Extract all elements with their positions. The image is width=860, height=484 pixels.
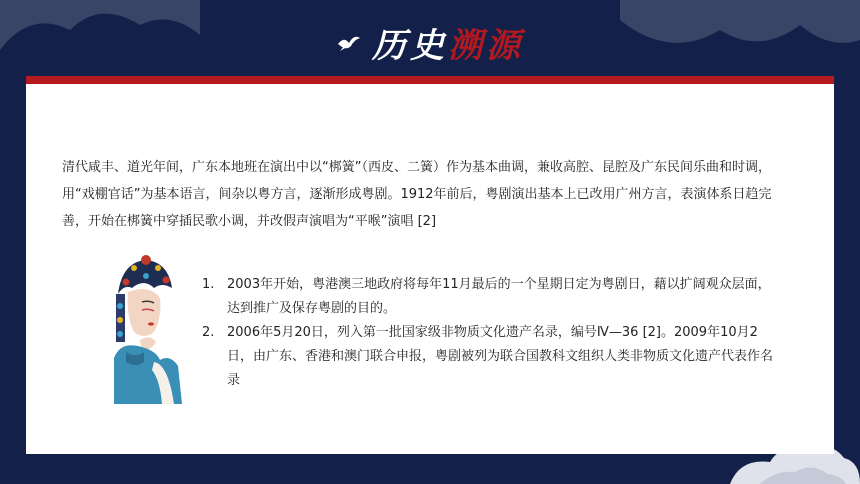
list-item-text: 2006年5月20日，列入第一批国家级非物质文化遗产名录，编号Ⅳ—36 [2]。2009年10月2日，由广东、香港和澳门联合申报，粤剧被列为联合国教科文组织人类非物质文化遗产代表作名录 [227,325,774,388]
list-item [202,321,782,393]
list-item-number: 2. [202,325,215,340]
content-panel [26,76,834,454]
list-item-text: 2003年开始，粤港澳三地政府将每年11月最后的一个星期日定为粤剧日，藉以扩阔观众层面，达到推广及保存粤剧的目的。 [227,277,771,316]
opera-performer-illustration [96,254,182,404]
list-item [202,273,782,321]
intro-paragraph: 清代咸丰、道光年间，广东本地班在演出中以“梆簧”（西皮、二簧）作为基本曲调，兼收高腔、昆腔及广东民间乐曲和时调，用“戏棚官话”为基本语言，间杂以粤方言，逐渐形成粤剧。1912年前后，粤剧演出基本上已改用广州方言，表演体系日趋完善，开始在梆簧中穿插民歌小调，并改假声演唱为“平喉”演唱 [2] [62,160,772,229]
bird-icon [336,32,362,52]
facts-list [202,273,782,393]
page-title [372,18,524,67]
title-part-white: 历史 [372,25,448,66]
title-part-red: 溯源 [448,25,524,66]
title-bar [0,14,860,70]
list-item-number: 1. [202,277,215,292]
